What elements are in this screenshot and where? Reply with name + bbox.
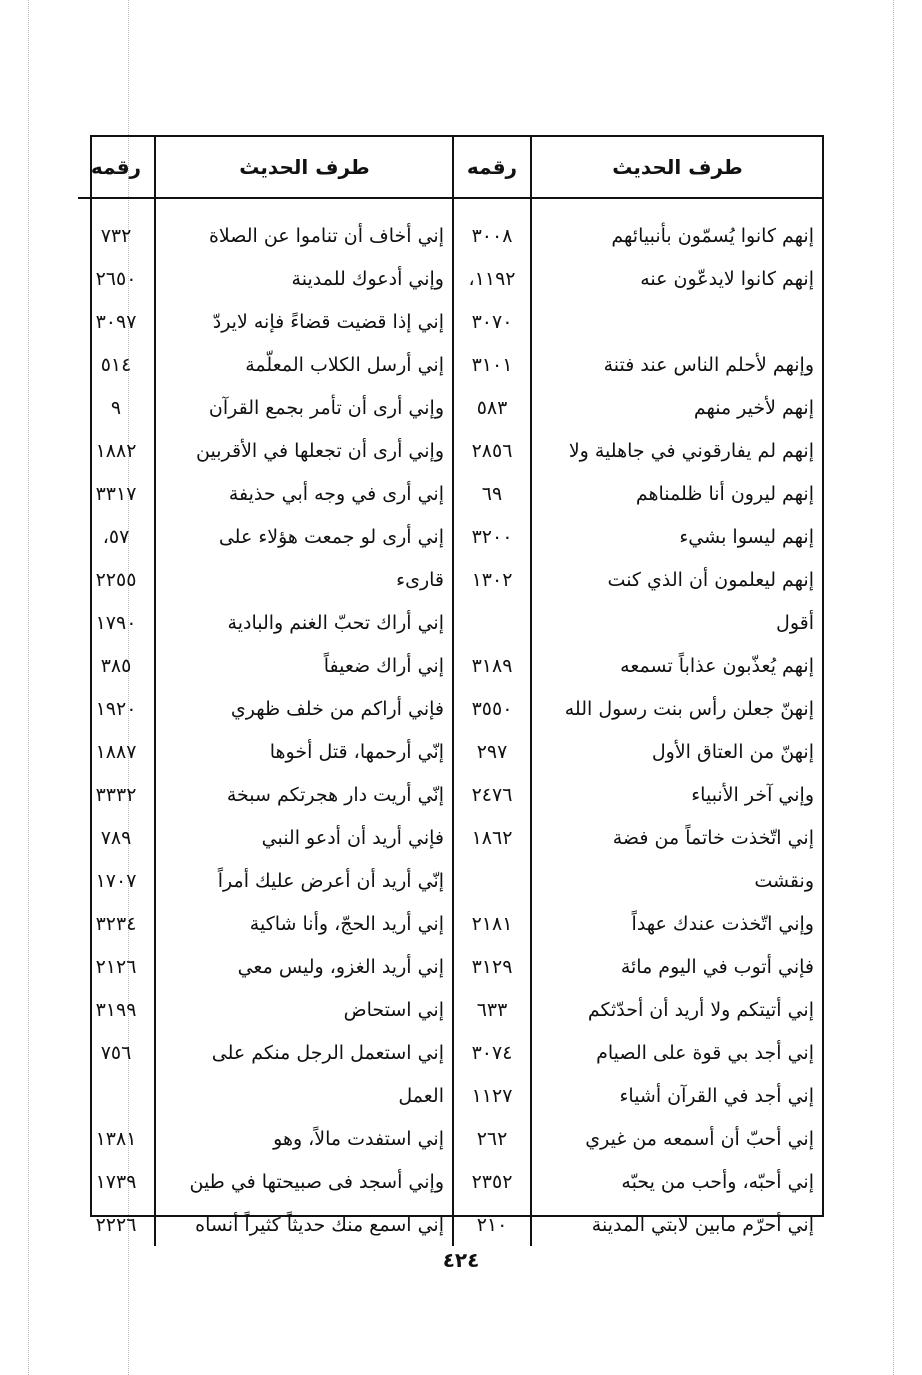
hadith-text-cell: إني أحبّ أن أسمعه من غيري [531, 1117, 822, 1160]
header-hadith-number: رقمه [453, 137, 531, 198]
hadith-text-cell: إنهم كانوا لايدعّون عنه [531, 257, 822, 300]
table-row [78, 1074, 822, 1117]
hadith-text-cell: إني اتّخذت خاتماً من فضة [531, 816, 822, 859]
hadith-text-cell: إني أريد الحجّ، وأنا شاكية [155, 902, 453, 945]
hadith-number-cell: ٢٦٢ [453, 1117, 531, 1160]
hadith-number-cell: ٦٣٣ [453, 988, 531, 1031]
hadith-text-cell: وإني أرى أن تأمر بجمع القرآن [155, 386, 453, 429]
hadith-text-cell: إني أتيتكم ولا أريد أن أحدّثكم [531, 988, 822, 1031]
hadith-text-cell: إنهم يُعذّبون عذاباً تسمعه [531, 644, 822, 687]
hadith-number-cell: ٣٣٣٢ [95, 783, 137, 806]
hadith-text-cell: وإني أسجد فى صبيحتها في طين [155, 1160, 453, 1203]
table-row [78, 558, 822, 601]
hadith-number-cell: ١٨٨٧ [95, 740, 137, 763]
hadith-text-cell: وإني أدعوك للمدينة [155, 257, 453, 300]
hadith-text-cell: إنّي أريت دار هجرتكم سبخة [155, 773, 453, 816]
hadith-number-cell: ٧٥٦ [100, 1041, 132, 1064]
hadith-number-cell: ٢١٠ [453, 1203, 531, 1246]
hadith-number-cell: ١١٢٧ [453, 1074, 531, 1117]
hadith-number-cell: ٢٨٥٦ [453, 429, 531, 472]
hadith-text-cell: وإني أرى أن تجعلها في الأقربين [155, 429, 453, 472]
hadith-number-cell [78, 1074, 155, 1117]
hadith-number-cell: ٣٢٠٠ [453, 515, 531, 558]
hadith-number-cell: ٣٥٥٠ [453, 687, 531, 730]
hadith-number-cell: ٢٢٢٦ [95, 1213, 137, 1236]
margin-dotted-line-right [893, 0, 894, 1375]
hadith-index-table [78, 137, 822, 1246]
hadith-text-cell: إنّي أرحمها، قتل أخوها [155, 730, 453, 773]
table-row [78, 730, 822, 773]
hadith-text-cell: إني أجد في القرآن أشياء [531, 1074, 822, 1117]
table-row [78, 687, 822, 730]
hadith-text-cell: وإنهم لأحلم الناس عند فتنة [531, 343, 822, 386]
index-table-frame [90, 135, 824, 1236]
hadith-text-cell [531, 300, 822, 343]
hadith-text-cell: إنّي أريد أن أعرض عليك أمراً [155, 859, 453, 902]
hadith-number-cell: ٥٨٣ [453, 386, 531, 429]
hadith-text-cell: إنهم ليرون أنا ظلمناهم [531, 472, 822, 515]
hadith-number-cell: ٥٧، [102, 525, 130, 548]
hadith-text-cell: إني أريد الغزو، وليس معي [155, 945, 453, 988]
hadith-number-cell: ٣٣١٧ [95, 482, 137, 505]
hadith-number-cell: ٣٠٩٧ [95, 310, 137, 333]
hadith-text-cell: إنهنّ جعلن رأس بنت رسول الله [531, 687, 822, 730]
table-row [78, 945, 822, 988]
table-row [78, 1031, 822, 1074]
hadith-number-cell: ٣١٨٩ [453, 644, 531, 687]
hadith-number-cell: ٣١٢٩ [453, 945, 531, 988]
hadith-number-cell: ٧٨٩ [100, 826, 132, 849]
hadith-text-cell: وإني آخر الأنبياء [531, 773, 822, 816]
hadith-number-cell: ٦٩ [453, 472, 531, 515]
hadith-text-cell: إني إذا قضيت قضاءً فإنه لايردّ [155, 300, 453, 343]
table-row [78, 343, 822, 386]
table-row [78, 1160, 822, 1203]
table-row [78, 644, 822, 687]
hadith-number-cell: ١٧٣٩ [95, 1170, 137, 1193]
table-row [78, 988, 822, 1031]
hadith-text-cell: العمل [155, 1074, 453, 1117]
hadith-number-cell: ١٩٢٠ [95, 697, 137, 720]
table-row [78, 601, 822, 644]
table-row [78, 386, 822, 429]
hadith-text-cell: إني أراك ضعيفاً [155, 644, 453, 687]
hadith-text-cell: فإني أراكم من خلف ظهري [155, 687, 453, 730]
hadith-number-cell: ١١٩٢، [453, 257, 531, 300]
hadith-number-cell [453, 601, 531, 644]
hadith-number-cell: ٢٦٥٠ [95, 267, 137, 290]
header-hadith-text: طرف الحديث [531, 137, 822, 198]
table-row [78, 257, 822, 300]
hadith-text-cell: إنهم ليسوا بشيء [531, 515, 822, 558]
hadith-text-cell: إني أحرّم مابين لابتي المدينة [531, 1203, 822, 1246]
hadith-number-cell: ١٧٠٧ [95, 869, 137, 892]
hadith-number-cell: ٣٠٠٨ [453, 198, 531, 257]
table-row [78, 859, 822, 902]
hadith-text-cell: إنهنّ من العتاق الأول [531, 730, 822, 773]
hadith-number-cell: ٢١٢٦ [95, 955, 137, 978]
hadith-text-cell: إني أرى لو جمعت هؤلاء على [155, 515, 453, 558]
hadith-text-cell: قارىء [155, 558, 453, 601]
hadith-text-cell: إني أرسل الكلاب المعلّمة [155, 343, 453, 386]
margin-dotted-line-left [28, 0, 29, 1375]
hadith-number-cell: ٣٨٥ [100, 654, 132, 677]
table-row [78, 472, 822, 515]
hadith-number-cell: ٣٠٧٠ [453, 300, 531, 343]
hadith-number-cell: ١٨٨٢ [95, 439, 137, 462]
table-row [78, 773, 822, 816]
hadith-text-cell: إني استعمل الرجل منكم على [155, 1031, 453, 1074]
table-header-row [78, 137, 822, 198]
hadith-text-cell: إنهم كانوا يُسمّون بأنبيائهم [531, 198, 822, 257]
page-number: ٤٢٤ [442, 1248, 480, 1272]
hadith-text-cell: إني أخاف أن تناموا عن الصلاة [155, 198, 453, 257]
hadith-number-cell: ٣٠٧٤ [453, 1031, 531, 1074]
table-row [78, 198, 822, 257]
hadith-number-cell: ٢٢٥٥ [95, 568, 137, 591]
hadith-text-cell: فإني أريد أن أدعو النبي [155, 816, 453, 859]
table-row [78, 816, 822, 859]
header-hadith-number: رقمه [78, 137, 155, 198]
hadith-text-cell: إني أرى في وجه أبي حذيفة [155, 472, 453, 515]
hadith-text-cell: إنهم لم يفارقوني في جاهلية ولا [531, 429, 822, 472]
hadith-number-cell: ٧٣٢ [100, 224, 132, 247]
table-row [78, 902, 822, 945]
hadith-text-cell: إني استحاض [155, 988, 453, 1031]
hadith-text-cell: إني أجد بي قوة على الصيام [531, 1031, 822, 1074]
hadith-text-cell: إني استفدت مالاً، وهو [155, 1117, 453, 1160]
hadith-text-cell: إنهم لأخير منهم [531, 386, 822, 429]
table-row [78, 515, 822, 558]
hadith-number-cell: ٣٢٣٤ [95, 912, 137, 935]
hadith-text-cell: إني أراك تحبّ الغنم والبادية [155, 601, 453, 644]
hadith-number-cell: ١٨٦٢ [453, 816, 531, 859]
hadith-number-cell: ١٧٩٠ [95, 611, 137, 634]
hadith-text-cell: وإني اتّخذت عندك عهداً [531, 902, 822, 945]
hadith-number-cell: ٣١٠١ [453, 343, 531, 386]
hadith-text-cell: إنهم ليعلمون أن الذي كنت [531, 558, 822, 601]
hadith-text-cell: ونقشت [531, 859, 822, 902]
hadith-number-cell [453, 859, 531, 902]
hadith-number-cell: ٩ [110, 396, 122, 419]
hadith-number-cell: ٢٣٥٢ [453, 1160, 531, 1203]
table-row [78, 300, 822, 343]
table-row [78, 429, 822, 472]
hadith-number-cell: ٥١٤ [100, 353, 132, 376]
hadith-number-cell: ٣١٩٩ [95, 998, 137, 1021]
table-row [78, 1203, 822, 1246]
hadith-number-cell: ٢٩٧ [453, 730, 531, 773]
hadith-text-cell: إني أحبّه، وأحب من يحبّه [531, 1160, 822, 1203]
hadith-number-cell: ٢٤٧٦ [453, 773, 531, 816]
hadith-number-cell: ٢١٨١ [453, 902, 531, 945]
header-hadith-text: طرف الحديث [155, 137, 453, 198]
hadith-number-cell: ١٣٨١ [95, 1127, 137, 1150]
hadith-text-cell: إني اسمع منك حديثاً كثيراً أنساه [155, 1203, 453, 1246]
hadith-text-cell: فإني أتوب في اليوم مائة [531, 945, 822, 988]
table-row [78, 1117, 822, 1160]
hadith-number-cell: ١٣٠٢ [453, 558, 531, 601]
hadith-text-cell: أقول [531, 601, 822, 644]
